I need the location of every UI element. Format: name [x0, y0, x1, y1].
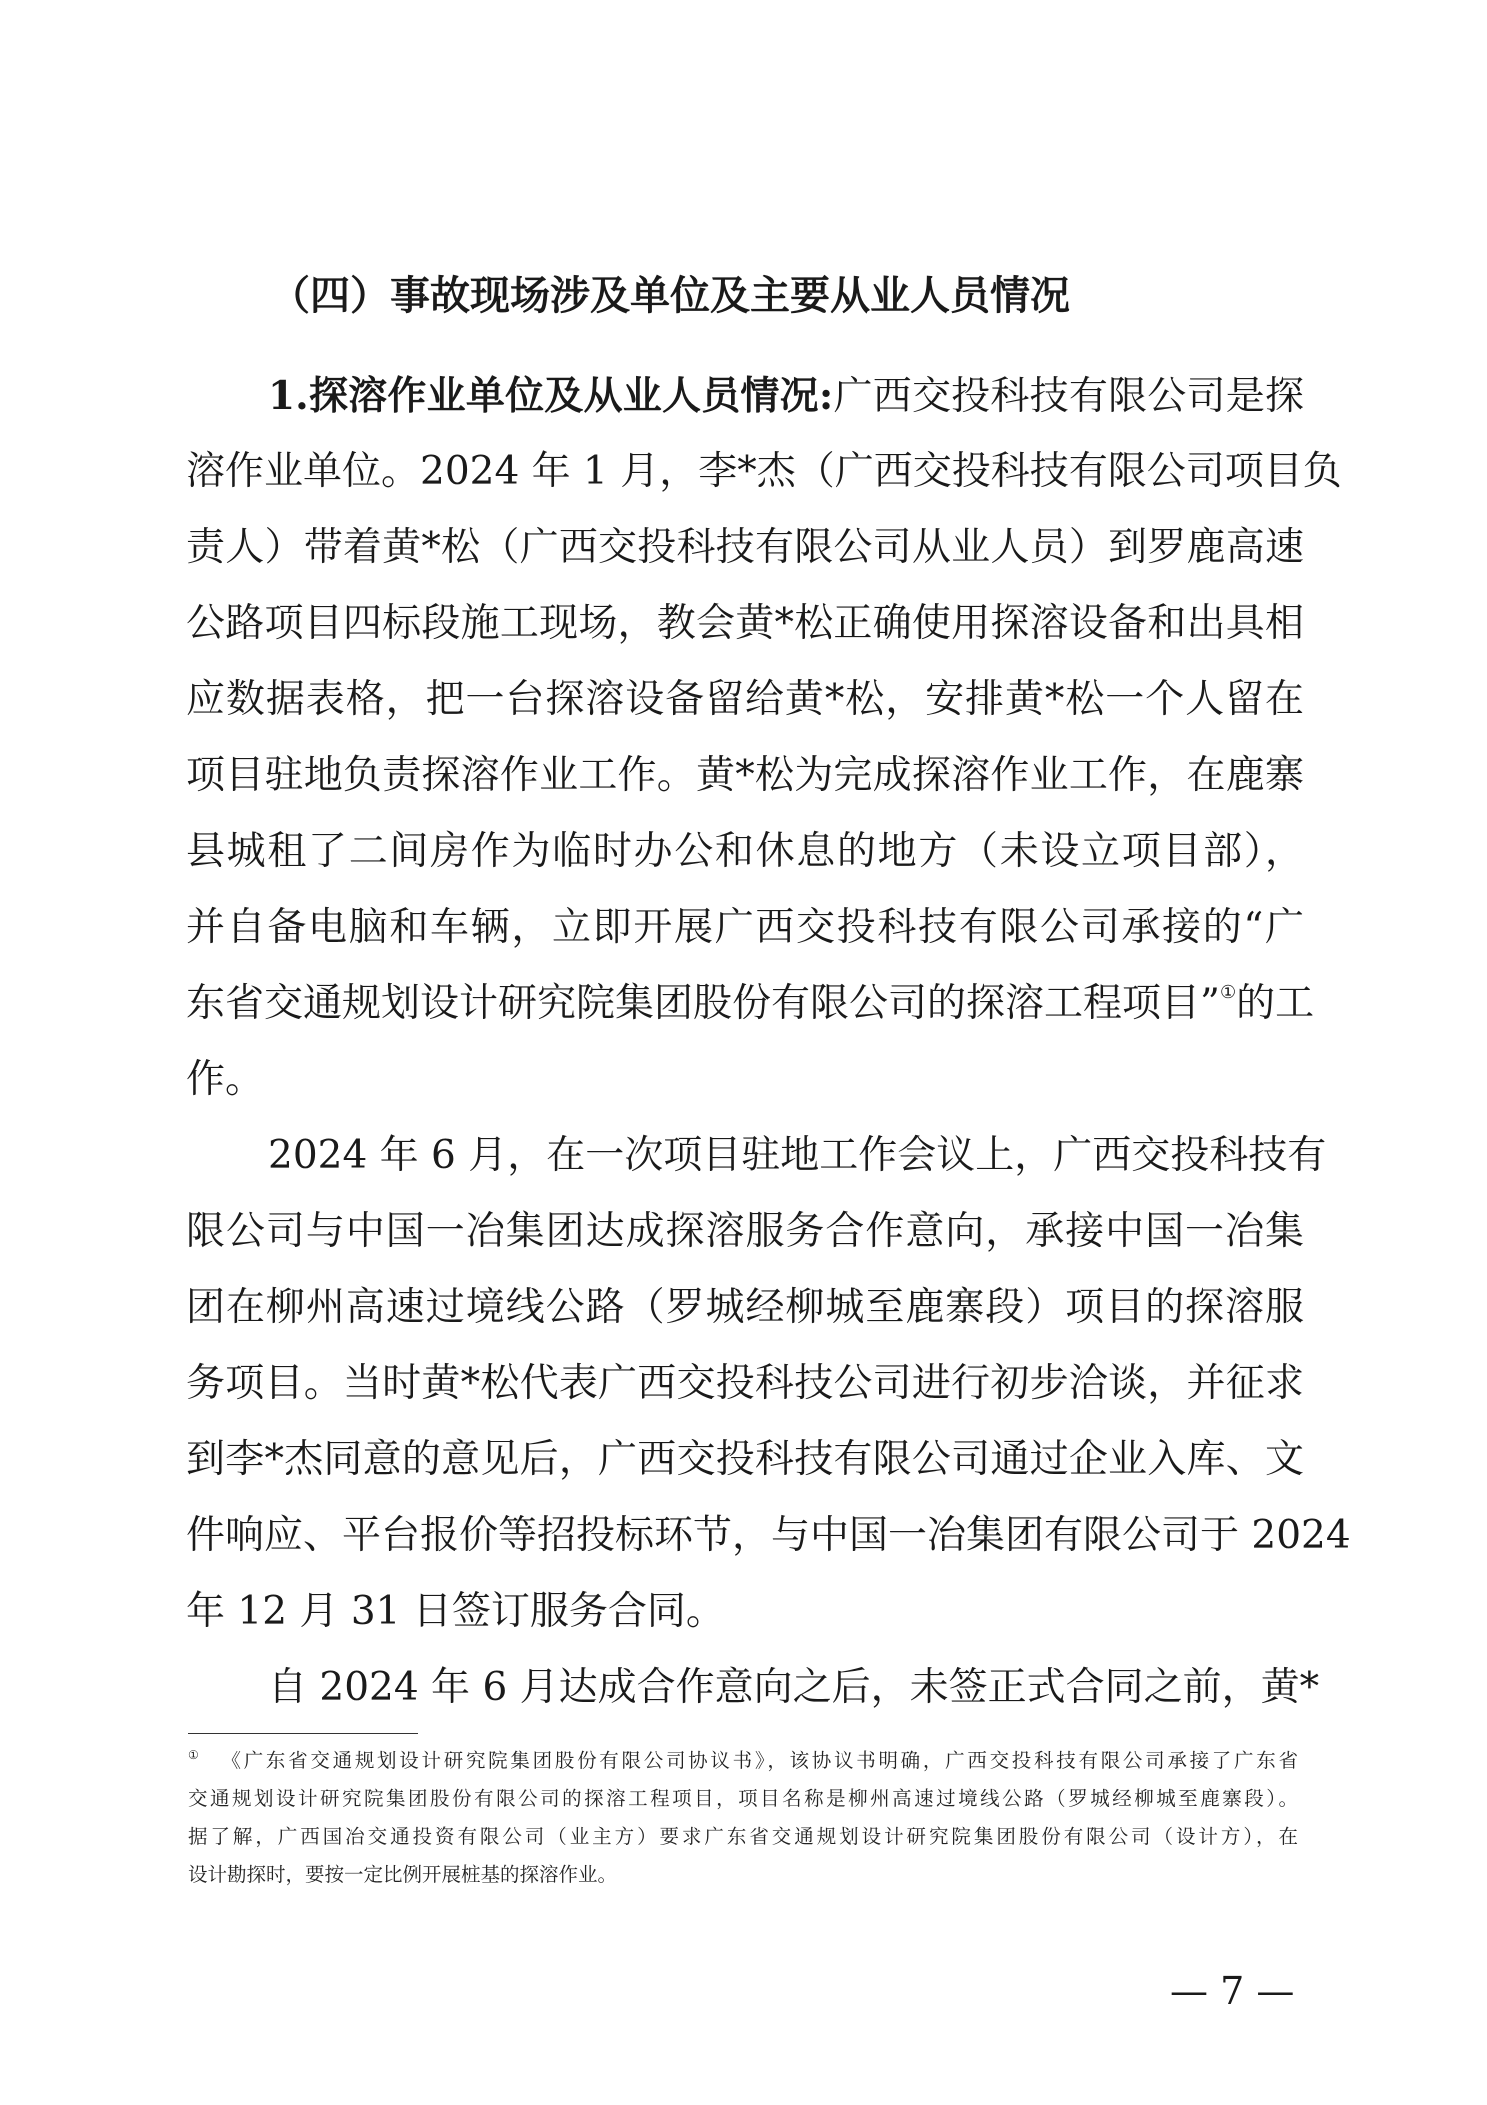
footnote-divider [188, 1733, 418, 1734]
paragraph-1-line-8: 并自备电脑和车辆，立即开展广西交投科技有限公司承接的“广 [186, 905, 1304, 950]
section-heading: （四）事故现场涉及单位及主要从业人员情况 [270, 272, 1070, 319]
footnote-marker: ① [188, 1748, 202, 1762]
paragraph-1-line-10: 作。 [186, 1057, 265, 1102]
footnote-line-3: 据了解，广西国冶交通投资有限公司（业主方）要求广东省交通规划设计研究院集团股份有限公司（设计方），在 [188, 1825, 1298, 1848]
paragraph-2-line-3: 团在柳州高速过境线公路（罗城经柳城至鹿寨段）项目的探溶服 [186, 1285, 1304, 1330]
paragraph-1-line-3: 责人）带着黄*松（广西交投科技有限公司从业人员）到罗鹿高速 [186, 525, 1304, 570]
paragraph-1-subtitle: 1.探溶作业单位及从业人员情况: [268, 373, 834, 419]
paragraph-1-text: 广西交投科技有限公司是探 [833, 374, 1304, 419]
footnote-line-2: 交通规划设计研究院集团股份有限公司的探溶工程项目，项目名称是柳州高速过境线公路（罗城经柳城至鹿寨段）。 [188, 1787, 1298, 1810]
paragraph-1-line-5: 应数据表格，把一台探溶设备留给黄*松，安排黄*松一个人留在 [186, 677, 1304, 722]
page-number: — 7 — [1170, 1969, 1295, 2013]
paragraph-2-line-2: 限公司与中国一冶集团达成探溶服务合作意向，承接中国一冶集 [186, 1209, 1304, 1254]
footnote-line-1-text: 《广东省交通规划设计研究院集团股份有限公司协议书》，该协议书明确，广西交投科技有限公司承接了广东省 [221, 1749, 1298, 1772]
paragraph-1-line-9-tail: 的工 [1236, 981, 1315, 1026]
footnote-line-1 [188, 1742, 1298, 1780]
paragraph-2-line-5: 到李*杰同意的意见后，广西交投科技有限公司通过企业入库、文 [186, 1437, 1304, 1482]
paragraph-1-line-4: 公路项目四标段施工现场，教会黄*松正确使用探溶设备和出具相 [186, 601, 1304, 646]
paragraph-3-line-1: 自 2024 年 6 月达成合作意向之后，未签正式合同之前，黄* [268, 1665, 1320, 1710]
paragraph-1-line-9-text: 东省交通规划设计研究院集团股份有限公司的探溶工程项目” [186, 981, 1220, 1026]
footnote-reference: ① [1219, 982, 1237, 1003]
paragraph-1-line-6: 项目驻地负责探溶作业工作。黄*松为完成探溶作业工作，在鹿寨 [186, 753, 1304, 798]
paragraph-2-line-6: 件响应、平台报价等招投标环节，与中国一冶集团有限公司于 2024 [186, 1513, 1351, 1558]
paragraph-2-line-1: 2024 年 6 月，在一次项目驻地工作会议上，广西交投科技有 [268, 1133, 1327, 1178]
paragraph-2-line-7: 年 12 月 31 日签订服务合同。 [186, 1589, 725, 1634]
paragraph-1-line-9 [186, 966, 1314, 1042]
paragraph-1-line-7: 县城租了二间房作为临时办公和休息的地方（未设立项目部）， [186, 829, 1304, 874]
footnote-line-4: 设计勘探时，要按一定比例开展桩基的探溶作业。 [188, 1863, 618, 1886]
paragraph-1-line-1 [268, 358, 1304, 434]
paragraph-2-line-4: 务项目。当时黄*松代表广西交投科技公司进行初步洽谈，并征求 [186, 1361, 1304, 1406]
paragraph-1-line-2: 溶作业单位。2024 年 1 月，李*杰（广西交投科技有限公司项目负 [186, 449, 1342, 494]
